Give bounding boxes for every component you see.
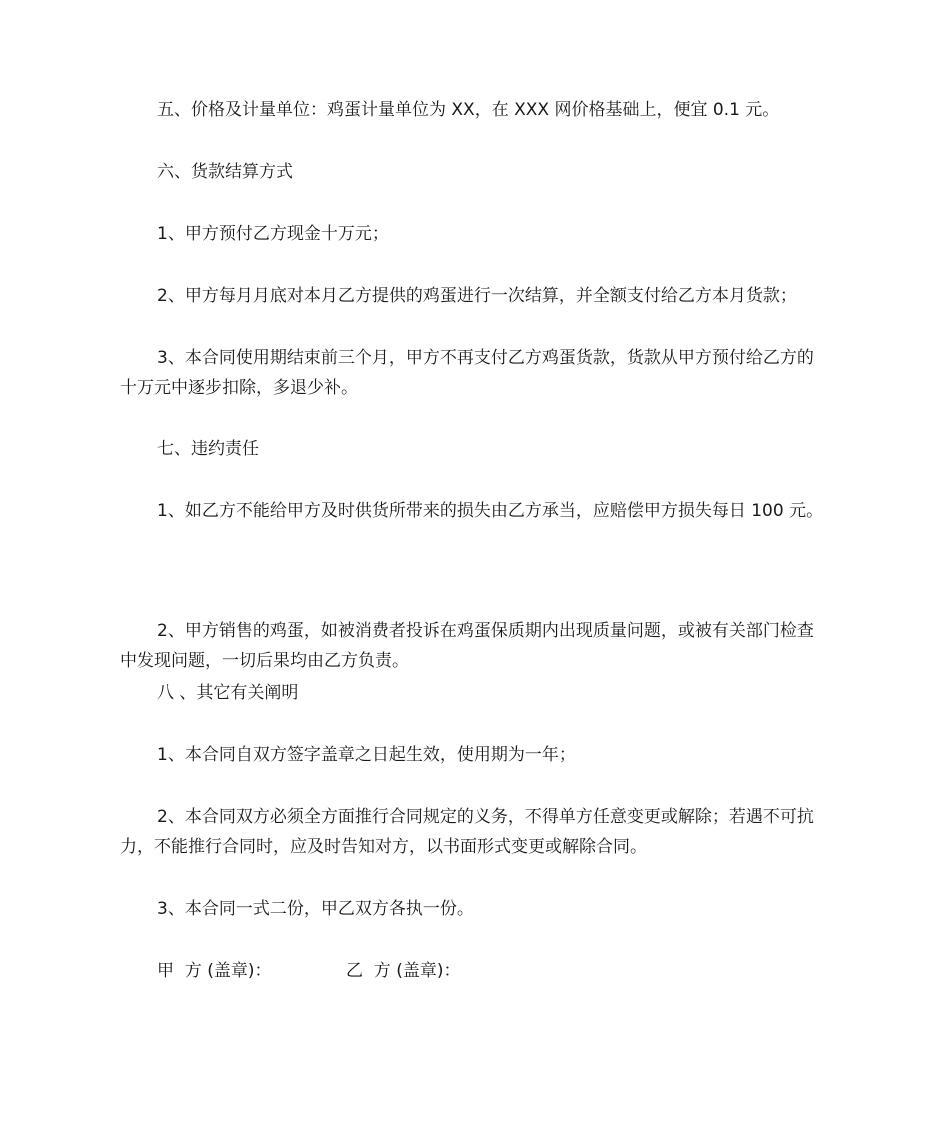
payment-item-1: 1、甲方预付乙方现金十万元；	[157, 224, 389, 244]
party-b-signature-label: 乙 方 (盖章)：	[346, 961, 461, 981]
payment-item-2: 2、甲方每月月底对本月乙方提供的鸡蛋进行一次结算，并全额支付给乙方本月货款；	[157, 286, 797, 306]
provision-item-3: 3、本合同一式二份，甲乙双方各执一份。	[157, 899, 474, 919]
heading-other-provisions: 八 、其它有关阐明	[157, 683, 299, 703]
party-a-signature-label: 甲 方 (盖章)：	[157, 961, 272, 981]
provision-item-1: 1、本合同自双方签字盖章之日起生效，使用期为一年；	[157, 745, 576, 765]
payment-item-3: 3、本合同使用期结束前三个月，甲方不再支付乙方鸡蛋货款，货款从甲方预付给乙方的十万元中逐步扣除，多退少补。	[120, 348, 814, 398]
breach-item-2: 2、甲方销售的鸡蛋，如被消费者投诉在鸡蛋保质期内出现质量问题，或被有关部门检查中发现问题，一切后果均由乙方负责。	[120, 621, 814, 671]
provision-item-2: 2、本合同双方必须全方面推行合同规定的义务，不得单方任意变更或解除；若遇不可抗力，不能推行合同时，应及时告知对方，以书面形式变更或解除合同。	[120, 807, 814, 857]
heading-breach-liability: 七、违约责任	[157, 439, 259, 459]
heading-payment-settlement: 六、货款结算方式	[157, 162, 293, 182]
clause-price-unit: 五、价格及计量单位：鸡蛋计量单位为 XX，在 XXX 网价格基础上，便宜 0.1 元。	[157, 100, 780, 120]
breach-item-1: 1、如乙方不能给甲方及时供货所带来的损失由乙方承当，应赔偿甲方损失每日 100 元。	[157, 501, 824, 521]
